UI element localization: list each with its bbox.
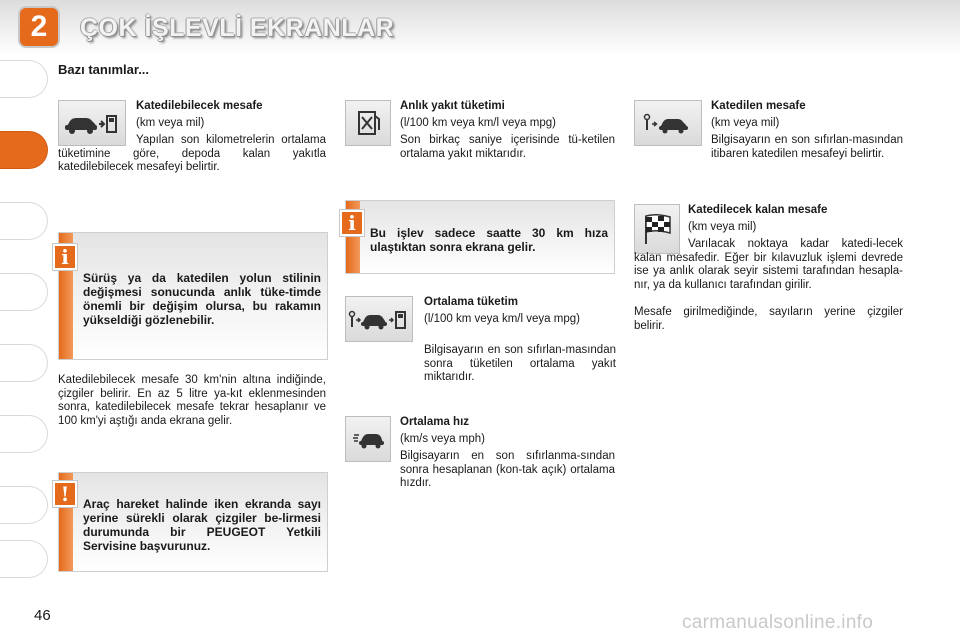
info-speed-note-text: Bu işlev sadece saatte 30 km hıza ulaştıktan sonra ekrana gelir.: [370, 226, 608, 254]
warning-text: Araç hareket halinde iken ekranda sayı yerine sürekli olarak çizgiler be-lirmesi durumunda bir PEUGEOT Yetkili Servisine başvurunuz.: [83, 497, 321, 553]
flag-car-pump-icon: [348, 304, 410, 334]
fuel-pump-icon: [353, 108, 383, 138]
watermark: carmanualsonline.info: [682, 612, 874, 633]
average-speed-icon-box: [345, 416, 391, 462]
car-speed-icon: [352, 426, 384, 452]
info-icon-glyph: i: [348, 211, 356, 235]
warning-icon-glyph: !: [60, 482, 70, 506]
chapter-tab-2[interactable]: [0, 131, 48, 169]
instant-consumption-description: Son birkaç saniye içerisinde tü-ketilen ortalama yakıt miktarıdır.: [400, 134, 615, 160]
distance-travelled-title: Katedilen mesafe: [711, 100, 806, 112]
distance-remaining-description: Varılacak noktaya kadar katedi-lecek kalan mesafedir. Eğer bir kılavuzluk işlemi devrede ise ya anlık olarak seyir sistemi tarafından hesapla-nır, ya da kullanıcı tarafından girilir.: [634, 238, 903, 291]
average-speed-title: Ortalama hız: [400, 416, 470, 428]
average-consumption-icon-box: [345, 296, 413, 342]
section-title: Bazı tanımlar...: [58, 62, 150, 77]
info-icon: [340, 210, 364, 236]
chapter-number: 2: [30, 10, 48, 43]
instant-consumption-unit: (l/100 km veya km/l veya mpg): [400, 117, 556, 129]
warning-box: [58, 472, 328, 572]
chapter-tab-8[interactable]: [0, 540, 48, 578]
distance-remaining-unit: (km veya mil): [688, 221, 757, 233]
average-consumption-title: Ortalama tüketim: [424, 296, 518, 308]
chapter-tab-7[interactable]: [0, 486, 48, 524]
distance-travelled-description: Bilgisayarın en son sıfırlan-masından itibaren katedilen mesafeyi belirtir.: [711, 134, 903, 160]
chapter-tab-4[interactable]: [0, 273, 48, 311]
distance-travelled-unit: (km veya mil): [711, 117, 780, 129]
info-icon: [53, 244, 77, 270]
distance-remaining-title: Katedilecek kalan mesafe: [688, 204, 828, 216]
flag-car-icon: [642, 108, 694, 138]
range-note: Katedilebilecek mesafe 30 km'nin altına indiğinde, çizgiler belirir. En az 5 litre ya-kıt eklenmesinden sonra, katedilebilecek mesafe tekrar hesaplanır ve 100 km'yi aştığı anda ekrana gelir.: [58, 374, 326, 427]
average-consumption-unit: (l/100 km veya km/l veya mpg): [424, 313, 580, 325]
page-title: ÇOK İŞLEVLİ EKRANLAR: [80, 14, 395, 42]
info-box-driving-style: [58, 232, 328, 360]
chapter-tab-3[interactable]: [0, 202, 48, 240]
warning-icon: [53, 481, 77, 507]
instant-consumption-title: Anlık yakıt tüketimi: [400, 100, 505, 112]
page-number: 46: [34, 607, 51, 624]
distance-remaining-note: Mesafe girilmediğinde, sayıların yerine çizgiler belirir.: [634, 306, 903, 332]
info-driving-style-text: Sürüş ya da katedilen yolun stilinin değişmesi sonucunda anlık tüke-timde önemli bir değişim olursa, bu rakamın yükseldiği gözlenebilir.: [83, 271, 321, 327]
average-speed-description: Bilgisayarın en son sıfırlanma-sından sonra hesaplanan (kon-tak açık) ortalama hızdır.: [400, 450, 615, 489]
info-box-speed-note: [345, 200, 615, 274]
average-speed-unit: (km/s veya mph): [400, 433, 485, 445]
range-unit: (km veya mil): [136, 117, 205, 129]
range-title: Katedilebilecek mesafe: [136, 100, 263, 112]
chapter-tab-6[interactable]: [0, 415, 48, 453]
info-icon-glyph: i: [61, 245, 69, 269]
chapter-tabs: [0, 60, 48, 580]
instant-consumption-icon-box: [345, 100, 391, 146]
average-consumption-description: Bilgisayarın en son sıfırlan-masından sonra tüketilen ortalama yakıt miktarıdır.: [424, 344, 616, 383]
chapter-badge: [18, 6, 60, 48]
chapter-tab-1[interactable]: [0, 60, 48, 98]
range-description: Yapılan son kilometrelerin ortalama tüketimine göre, depoda kalan yakıtla katedilebilecek mesafeyi belirtir.: [58, 134, 326, 173]
distance-travelled-icon-box: [634, 100, 702, 146]
chapter-tab-5[interactable]: [0, 344, 48, 382]
